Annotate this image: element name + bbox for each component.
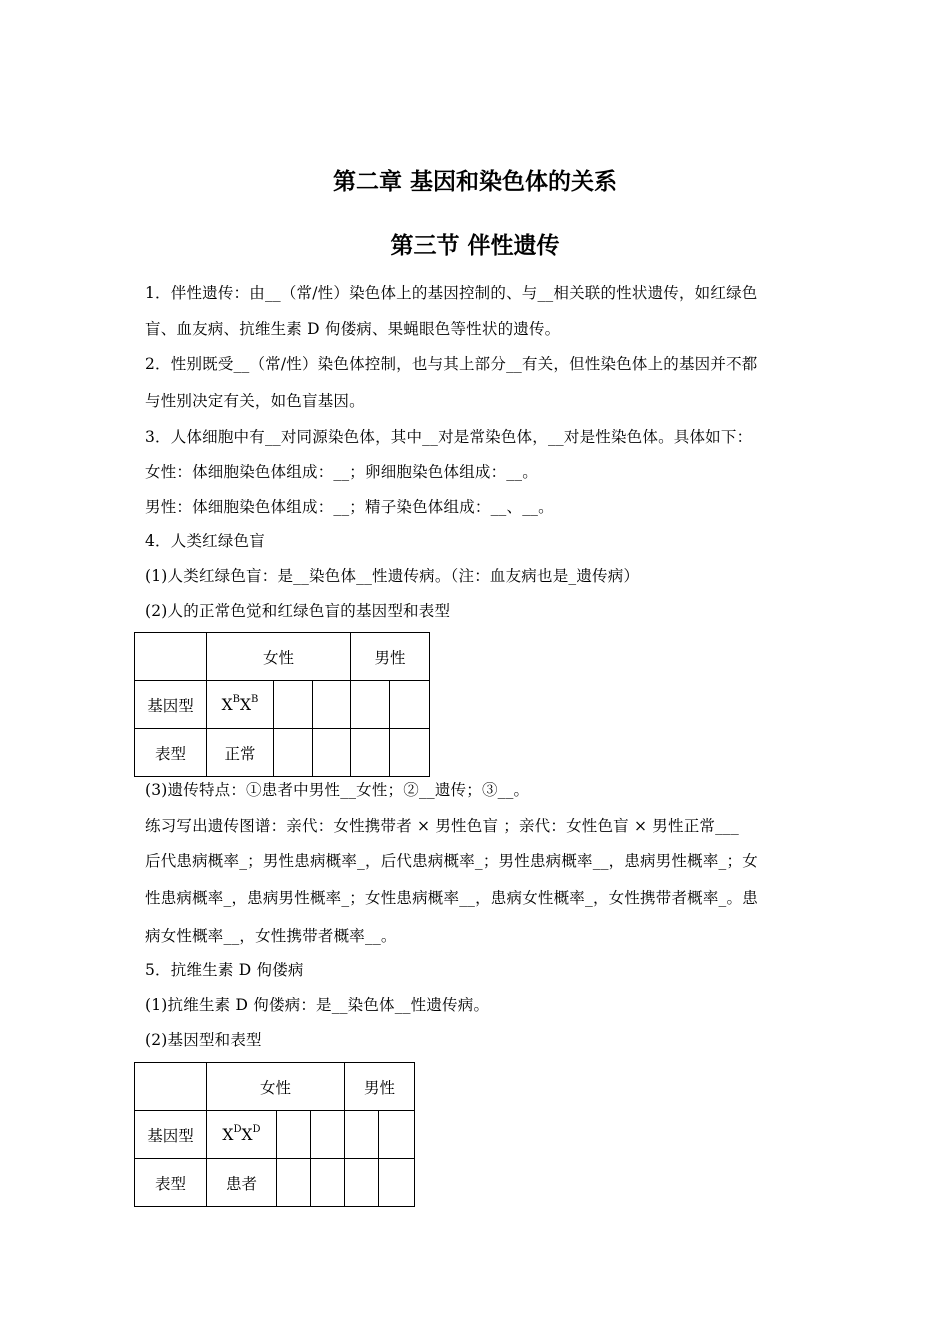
paragraph-line: 3．人体细胞中有__对同源染色体，其中__对是常染色体，__对是性染色体。具体如下： — [145, 428, 753, 446]
phenotype-row-label: 表型 — [135, 1159, 207, 1207]
genotype-cell — [313, 681, 351, 729]
genotype-cell — [277, 1111, 311, 1159]
paragraph-line: (2)基因型和表型 — [145, 1031, 262, 1049]
corner-cell — [135, 633, 207, 681]
corner-cell — [135, 1063, 207, 1111]
genotype-cell — [390, 681, 430, 729]
genotype-cell — [311, 1111, 345, 1159]
female-header: 女性 — [207, 633, 351, 681]
male-header: 男性 — [345, 1063, 415, 1111]
genotype-table-color-blindness — [134, 632, 430, 777]
section-title: 第三节 伴性遗传 — [390, 233, 560, 259]
phenotype-cell — [274, 729, 313, 777]
genotype-cell — [351, 681, 390, 729]
male-header: 男性 — [351, 633, 430, 681]
genotype-cell: $X^DX^D$ — [207, 1111, 277, 1159]
genotype-row-label: 基因型 — [135, 1111, 207, 1159]
phenotype-cell — [351, 729, 390, 777]
paragraph-line: (1)抗维生素 D 佝偻病：是__染色体__性遗传病。 — [145, 996, 490, 1014]
paragraph-line: 5．抗维生素 D 佝偻病 — [145, 961, 304, 979]
genotype-cell — [345, 1111, 379, 1159]
genotype-cell: $X^BX^B$ — [207, 681, 274, 729]
chapter-title: 第二章 基因和染色体的关系 — [332, 169, 617, 195]
paragraph-line: (3)遗传特点：①患者中男性__女性；②__遗传；③__。 — [145, 781, 530, 799]
paragraph-line: 男性：体细胞染色体组成：__；精子染色体组成：__、__。 — [145, 498, 554, 516]
paragraph-line: 与性别决定有关，如色盲基因。 — [145, 392, 365, 410]
phenotype-cell — [277, 1159, 311, 1207]
paragraph-line: (1)人类红绿色盲：是__染色体__性遗传病。（注：血友病也是_遗传病） — [145, 567, 640, 585]
female-header: 女性 — [207, 1063, 345, 1111]
phenotype-row-label: 表型 — [135, 729, 207, 777]
genotype-cell — [274, 681, 313, 729]
phenotype-cell — [379, 1159, 415, 1207]
phenotype-cell: 患者 — [207, 1159, 277, 1207]
phenotype-cell — [311, 1159, 345, 1207]
genotype-table-vitamin-d-rickets — [134, 1062, 415, 1207]
paragraph-line: 性患病概率_，患病男性概率_；女性患病概率__，患病女性概率_，女性携带者概率_。患 — [145, 889, 758, 907]
paragraph-line: 后代患病概率_；男性患病概率_，后代患病概率_；男性患病概率__，患病男性概率_；女 — [145, 852, 758, 870]
paragraph-line: 盲、血友病、抗维生素 D 佝偻病、果蝇眼色等性状的遗传。 — [145, 320, 561, 338]
phenotype-cell — [313, 729, 351, 777]
paragraph-line: 2．性别既受__（常/性）染色体控制，也与其上部分__有关，但性染色体上的基因并不都 — [145, 355, 758, 373]
phenotype-cell — [390, 729, 430, 777]
paragraph-line: 女性：体细胞染色体组成：__；卵细胞染色体组成：__。 — [145, 463, 538, 481]
paragraph-line: 练习写出遗传图谱：亲代：女性携带者 × 男性色盲 ；亲代：女性色盲 × 男性正常___ — [145, 817, 739, 835]
genotype-cell — [379, 1111, 415, 1159]
paragraph-line: 病女性概率__，女性携带者概率__。 — [145, 927, 397, 945]
genotype-row-label: 基因型 — [135, 681, 207, 729]
paragraph-line: 1．伴性遗传：由__（常/性）染色体上的基因控制的、与__相关联的性状遗传，如红绿色 — [145, 284, 758, 302]
paragraph-line: (2)人的正常色觉和红绿色盲的基因型和表型 — [145, 602, 451, 620]
phenotype-cell: 正常 — [207, 729, 274, 777]
phenotype-cell — [345, 1159, 379, 1207]
paragraph-line: 4．人类红绿色盲 — [145, 532, 265, 550]
